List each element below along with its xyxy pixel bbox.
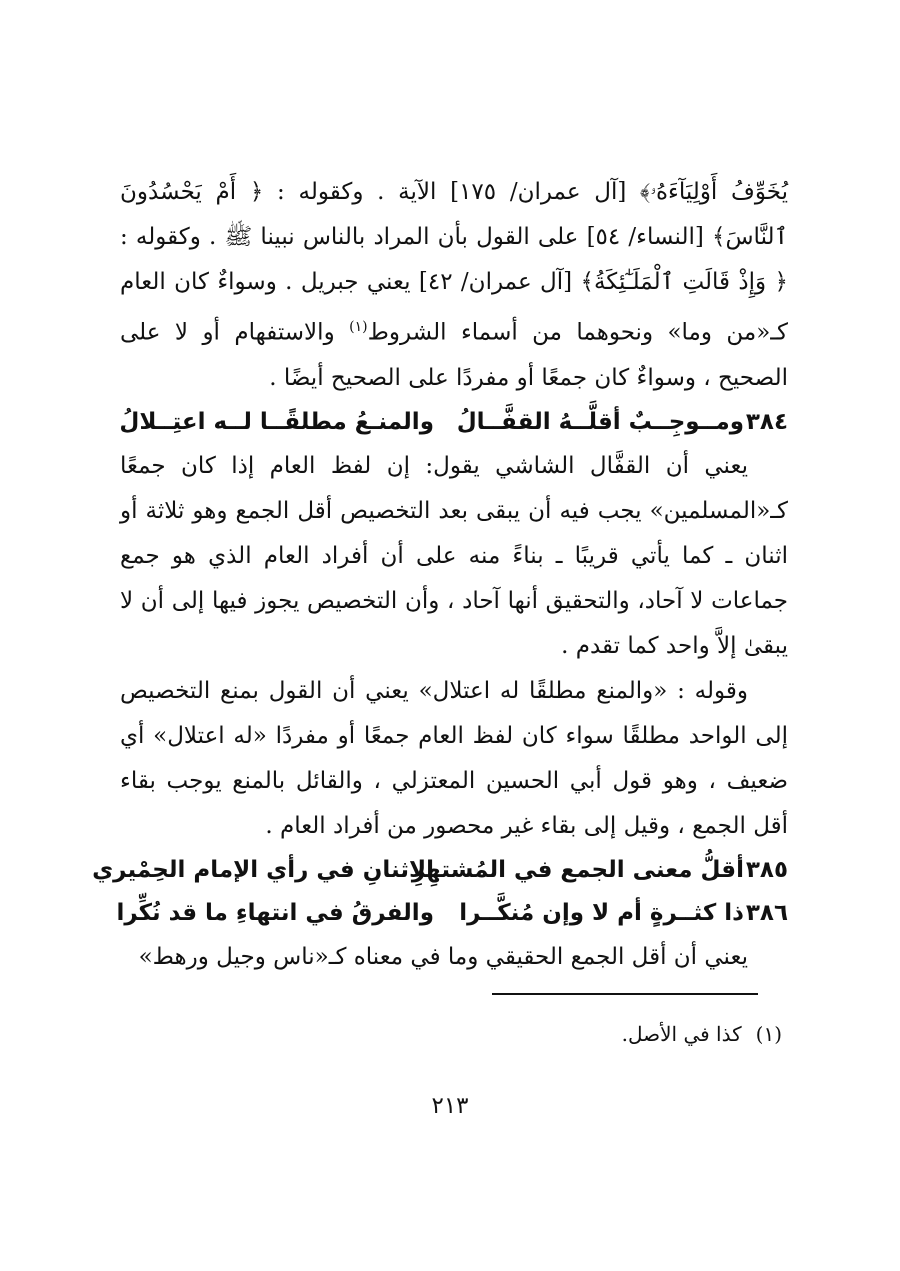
paragraph-minimum-plural: يعني أن أقل الجمع الحقيقي وما في معناه كـ«ناس وجيل ورهط»	[138, 943, 748, 970]
verse-second-hemistich: والمنـعُ مطلقًــا لــه اعتِــلالُ	[119, 408, 434, 435]
verse-number: ٣٨٦	[745, 899, 788, 926]
footnote-text: كذا في الأصل.	[621, 1022, 742, 1046]
verse-first-hemistich: ومــوجِــبٌ أقلَّــهُ القفَّــالُ	[456, 408, 744, 435]
page-number: ٢١٣	[431, 1093, 469, 1119]
paragraph-absolute-prohibition: وقوله : «والمنع مطلقًا له اعتلال» يعني أن القول بمنع التخصيص إلى الواحد مطلقًا سواء كان لفظ العام جمعًا أو مفردًا «له اعتلال» أي ضعيف ، وهو قول أبي الحسين المعتزلي ، والقائل بالمنع يوجب بقاء أقل الجمع ، وقيل إلى بقاء غير محصور من أفراد العام .	[120, 677, 788, 839]
verse-385	[92, 849, 788, 892]
main-text	[92, 170, 788, 980]
paragraph-text-continued: والاستفهام أو لا على الصحيح ، وسواءٌ كان جمعًا أو مفردًا على الصحيح أيضًا .	[120, 319, 788, 391]
paragraph-qaffal: يعني أن القفَّال الشاشي يقول: إن لفظ العام إذا كان جمعًا كـ«المسلمين» يجب فيه أن يبقى بعد التخصيص أقل الجمع وهو ثلاثة أو اثنان ـ كما يأتي قريبًا ـ بناءً منه على أن أفراد العام الذي هو جمع جماعات لا آحاد، والتحقيق أنها آحاد ، وأن التخصيص يجوز فيها إلى أن لا يبقىٰ إلاَّ واحد كما تقدم .	[120, 452, 788, 659]
verse-386	[116, 892, 788, 935]
verse-number: ٣٨٥	[745, 856, 788, 883]
paragraph-text: يُخَوِّفُ أَوْلِيَآءَهُۥ﴾ [آل عمران/ ١٧٥] الآية . وكقوله : ﴿ أَمْ يَحْسُدُونَ ٱلنَّاسَ﴾ [النساء/ ٥٤] على القول بأن المراد بالناس نبينا ﷺ . وكقوله : ﴿ وَإِذْ قَالَتِ ٱلْمَلَـٰٓئِكَةُ﴾ [آل عمران/ ٤٢] يعني جبريل . وسواءٌ كان العام كـ«من وما» ونحوهما من أسماء الشروط	[120, 179, 788, 346]
verse-first-hemistich: ذا كثــرةٍ أم لا وإن مُنكَّــرا	[459, 899, 744, 926]
footnote-divider	[492, 993, 758, 995]
footnote-number: (١)	[755, 1022, 782, 1046]
verse-first-hemistich: أقلُّ معنى الجمع في المُشتهِرِ	[411, 856, 744, 883]
verse-number: ٣٨٤	[745, 408, 788, 435]
verse-second-hemistich: الاثنانِ في رأي الإمام الحِمْيري	[92, 856, 434, 883]
verse-384	[120, 401, 788, 444]
verse-second-hemistich: والفرقُ في انتهاءِ ما قد نُكِّرا	[116, 899, 434, 926]
footnote-reference: (١)	[349, 319, 368, 335]
footnote	[420, 1018, 782, 1050]
paragraph-quran-citations	[120, 170, 788, 401]
